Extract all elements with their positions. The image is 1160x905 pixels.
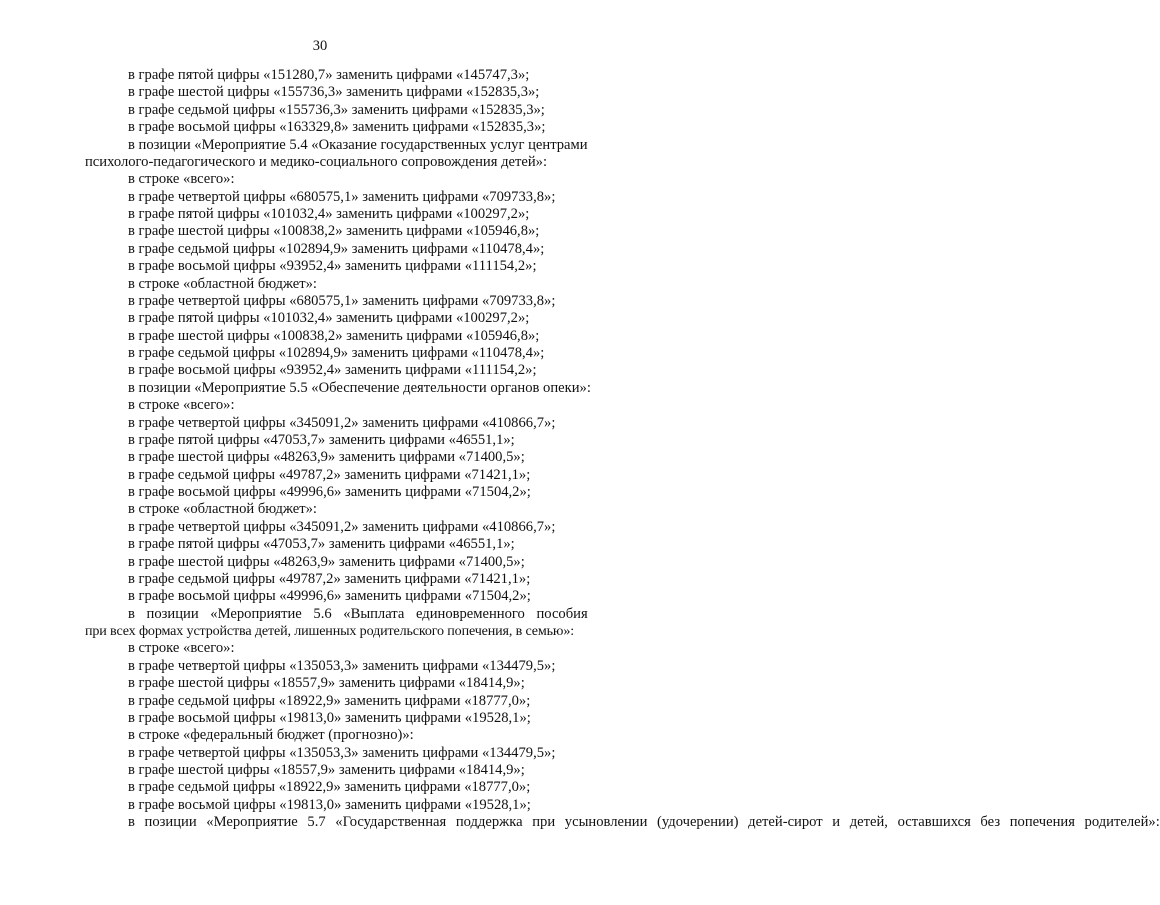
text-line: в графе четвертой цифры «345091,2» заменить цифрами «410866,7»; [128, 414, 556, 431]
text-line: в графе восьмой цифры «93952,4» заменить цифрами «111154,2»; [128, 258, 537, 275]
text-line: в графе четвертой цифры «345091,2» заменить цифрами «410866,7»; [128, 518, 556, 535]
text-line: в строке «всего»: [128, 397, 235, 414]
text-line: в строке «областной бюджет»: [128, 501, 317, 518]
text-line: в графе восьмой цифры «19813,0» заменить цифрами «19528,1»; [128, 709, 531, 726]
text-line: в графе восьмой цифры «93952,4» заменить цифрами «111154,2»; [128, 362, 537, 379]
text-line: в графе пятой цифры «47053,7» заменить цифрами «46551,1»; [128, 536, 515, 553]
text-line: в графе седьмой цифры «155736,3» заменить цифрами «152835,3»; [128, 101, 545, 118]
text-line: в графе седьмой цифры «49787,2» заменить цифрами «71421,1»; [128, 466, 531, 483]
text-line: в графе пятой цифры «151280,7» заменить цифрами «145747,3»; [128, 67, 530, 83]
text-line: в позиции «Мероприятие 5.5 «Обеспечение деятельности органов опеки»: [128, 379, 591, 396]
text-line: в графе шестой цифры «100838,2» заменить цифрами «105946,8»; [128, 223, 540, 240]
text-line: в графе шестой цифры «18557,9» заменить цифрами «18414,9»; [128, 675, 525, 692]
text-line: в графе седьмой цифры «18922,9» заменить цифрами «18777,0»; [128, 692, 531, 709]
text-line: в позиции «Мероприятие 5.6 «Выплата единовременного пособия [128, 605, 588, 622]
text-line: в графе восьмой цифры «49996,6» заменить цифрами «71504,2»; [128, 588, 531, 605]
text-line: в графе четвертой цифры «680575,1» заменить цифрами «709733,8»; [128, 292, 556, 309]
text-line: в графе четвертой цифры «135053,3» заменить цифрами «134479,5»; [128, 744, 556, 761]
text-line: в графе седьмой цифры «102894,9» заменить цифрами «110478,4»; [128, 345, 545, 361]
text-line: в графе восьмой цифры «49996,6» заменить цифрами «71504,2»; [128, 484, 531, 500]
text-line: в графе седьмой цифры «102894,9» заменить цифрами «110478,4»; [128, 240, 545, 257]
text-line: в графе шестой цифры «100838,2» заменить цифрами «105946,8»; [128, 327, 540, 344]
text-line: при всех формах устройства детей, лишенных родительского попечения, в семью»: [85, 623, 574, 639]
page-number: 30 [312, 38, 328, 54]
text-line: в графе пятой цифры «101032,4» заменить цифрами «100297,2»; [128, 310, 530, 327]
text-line: в графе пятой цифры «101032,4» заменить цифрами «100297,2»; [128, 206, 530, 222]
text-line: в графе седьмой цифры «49787,2» заменить цифрами «71421,1»; [128, 570, 531, 587]
text-line: в строке «областной бюджет»: [128, 275, 317, 292]
text-line: в строке «всего»: [128, 640, 235, 657]
text-line: в графе шестой цифры «48263,9» заменить цифрами «71400,5»; [128, 553, 525, 570]
text-line: в графе четвертой цифры «135053,3» заменить цифрами «134479,5»; [128, 657, 556, 674]
text-line: в графе пятой цифры «47053,7» заменить цифрами «46551,1»; [128, 431, 515, 448]
text-line: в строке «всего»: [128, 171, 235, 188]
text-line: в строке «федеральный бюджет (прогнозно)»: [128, 727, 414, 744]
text-line: психолого-педагогического и медико-социального сопровождения детей»: [85, 153, 548, 170]
text-line: в графе шестой цифры «18557,9» заменить цифрами «18414,9»; [128, 762, 525, 778]
text-line: в графе шестой цифры «48263,9» заменить цифрами «71400,5»; [128, 449, 525, 466]
document-body [85, 67, 1160, 832]
text-paragraph: в позиции «Мероприятие 5.7 «Государственная поддержка при усыновлении (удочерении) детей-сирот и детей, оставшихся без попечения родителей»: [128, 814, 1160, 831]
text-line: в графе восьмой цифры «163329,8» заменить цифрами «152835,3»; [128, 119, 546, 136]
text-line: в графе шестой цифры «155736,3» заменить цифрами «152835,3»; [128, 84, 540, 101]
text-line: в графе четвертой цифры «680575,1» заменить цифрами «709733,8»; [128, 188, 556, 205]
text-line: в графе седьмой цифры «18922,9» заменить цифрами «18777,0»; [128, 779, 531, 796]
text-line: в графе восьмой цифры «19813,0» заменить цифрами «19528,1»; [128, 796, 531, 813]
text-line: в позиции «Мероприятие 5.4 «Оказание государственных услуг центрами [128, 136, 588, 153]
